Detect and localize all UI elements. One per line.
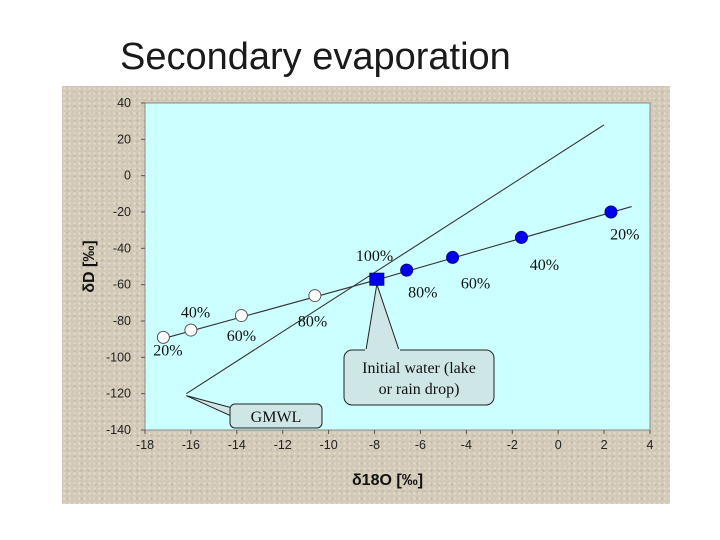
y-tick-label: -80	[112, 314, 131, 328]
percent-label: 20%	[153, 342, 183, 360]
x-tick-label: -10	[319, 438, 338, 452]
y-tick-label: 0	[124, 168, 131, 183]
y-tick-label: 20	[117, 132, 131, 147]
callout-text-line: Initial water (lake	[362, 360, 476, 377]
x-tick-label: -2	[506, 438, 518, 452]
percent-label: 40%	[180, 304, 211, 322]
percent-label: 80%	[297, 313, 328, 331]
y-tick-label: 40	[117, 96, 131, 110]
liquid-point	[605, 206, 617, 218]
y-tick-label: -60	[112, 277, 131, 292]
initial-water-point	[370, 273, 384, 285]
y-tick-label: -100	[105, 350, 131, 365]
percent-label: 20%	[610, 226, 640, 244]
y-tick-label: -40	[112, 241, 131, 256]
liquid-point	[515, 231, 527, 243]
x-tick-label: -6	[414, 438, 427, 452]
percent-label: 60%	[226, 327, 257, 345]
y-axis-title: δD [‰]	[81, 240, 98, 293]
x-tick-label: -16	[181, 438, 200, 452]
liquid-point	[447, 251, 459, 263]
y-tick-label: -120	[105, 386, 131, 401]
callout-text-line: or rain drop)	[378, 381, 460, 398]
x-tick-label: -8	[368, 438, 381, 452]
percent-label: 80%	[408, 284, 438, 302]
gmwl-callout-text: GMWL	[250, 409, 302, 426]
x-tick-label: 4	[646, 438, 654, 452]
x-tick-label: -14	[227, 438, 246, 452]
x-tick-label: -12	[273, 438, 292, 452]
x-tick-label: 2	[600, 438, 608, 452]
vapor-point	[309, 290, 321, 302]
liquid-point	[401, 264, 413, 276]
y-tick-label: -140	[105, 423, 131, 437]
percent-label: 100%	[355, 248, 394, 266]
vapor-point	[185, 324, 197, 336]
x-tick-label: -4	[460, 438, 472, 452]
chart-frame	[62, 86, 670, 504]
percent-label: 60%	[460, 275, 491, 293]
x-tick-label: -18	[135, 438, 155, 452]
x-tick-label: 0	[554, 438, 562, 452]
y-tick-label: -20	[112, 205, 131, 219]
vapor-point	[235, 310, 247, 322]
percent-label: 40%	[529, 257, 560, 275]
x-axis-title: δ18O [‰]	[351, 472, 424, 489]
evaporation-chart	[62, 86, 670, 504]
slide-title: Secondary evaporation	[120, 36, 511, 78]
callout-joint	[365, 349, 400, 352]
